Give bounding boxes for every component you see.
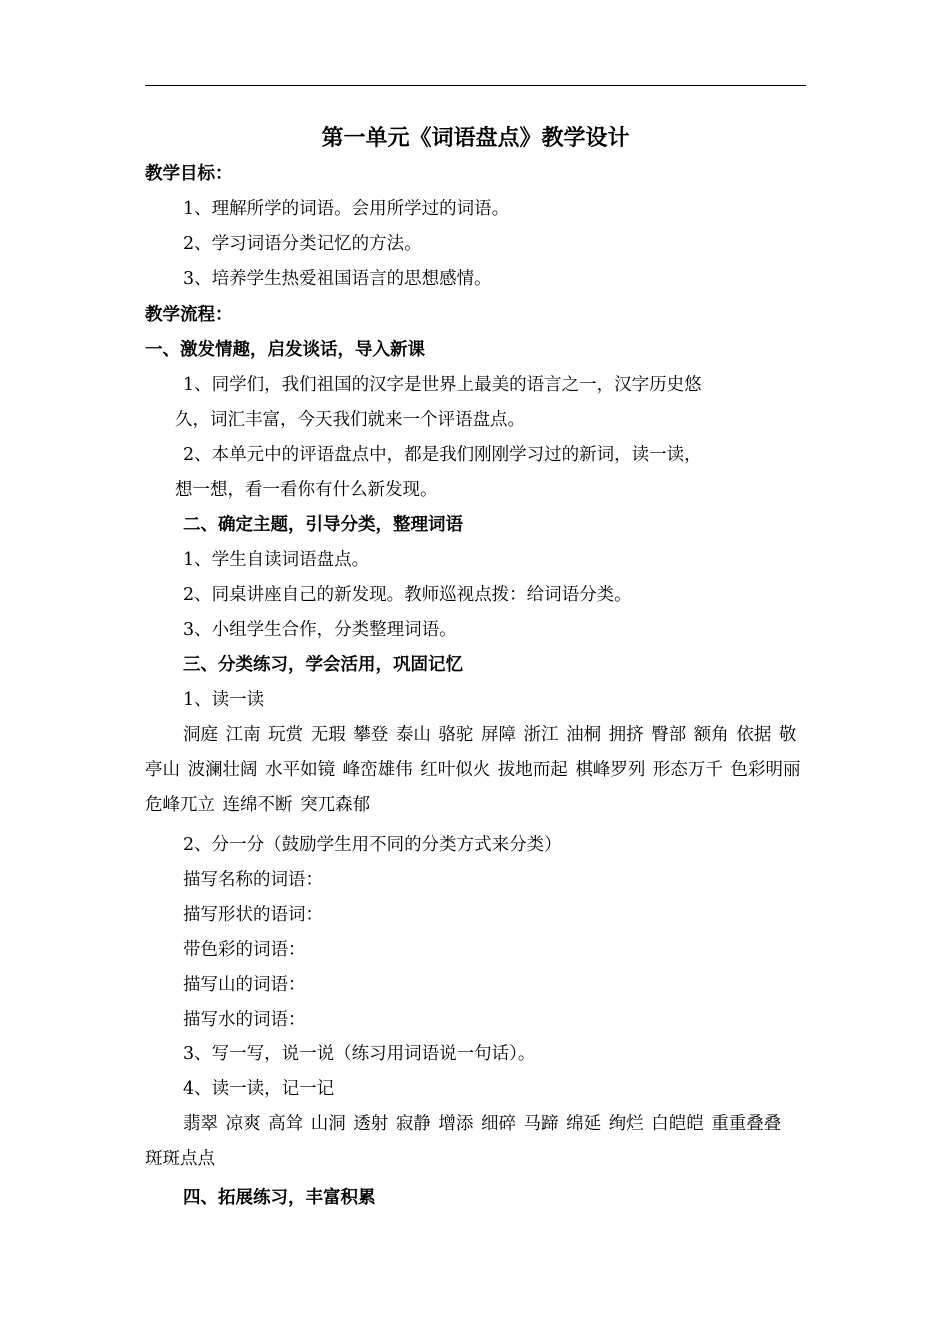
list-item: 3、写一写，说一说（练习用词语说一句话）。 [183,1044,536,1064]
goal-item: 3、培养学生热爱祖国语言的思想感情。 [183,269,492,289]
goal-item: 1、理解所学的词语。会用所学过的词语。 [183,199,510,219]
category-item: 描写名称的词语： [183,870,323,890]
goals-heading: 教学目标： [145,164,233,184]
paragraph-line: 2、本单元中的评语盘点中，都是我们刚刚学习过的新词，读一读， [183,445,702,465]
category-item: 描写水的词语： [183,1010,306,1030]
list-item: 3、小组学生合作，分类整理词语。 [183,620,457,640]
list-item: 2、分一分（鼓励学生用不同的分类方式来分类） [183,835,562,855]
section-heading: 四、拓展练习，丰富积累 [183,1188,376,1208]
category-item: 带色彩的词语： [183,940,306,960]
paragraph-line: 久，词汇丰富，今天我们就来一个评语盘点。 [175,410,525,430]
category-item: 描写山的词语： [183,975,306,995]
section-heading: 三、分类练习，学会活用，巩固记忆 [183,655,463,675]
list-item: 2、同桌讲座自己的新发现。教师巡视点拨：给词语分类。 [183,585,632,605]
paragraph-line: 想一想，看一看你有什么新发现。 [175,480,438,500]
goal-item: 2、学习词语分类记忆的方法。 [183,234,422,254]
header-rule [145,85,806,86]
section-heading: 二、确定主题，引导分类，整理词语 [183,515,463,535]
list-item: 1、读一读 [183,690,265,710]
process-heading: 教学流程： [145,305,233,325]
word-list: 洞庭 江南 玩赏 无瑕 攀登 泰山 骆驼 屏障 浙江 油桐 拥挤 臀部 额角 依据 敬亭山 波澜壮阔 水平如镜 峰峦雄伟 红叶似火 拔地而起 棋峰罗列 形态万千 色彩明丽 危峰兀立 连绵不断 突兀森郁 [145,725,801,815]
word-list: 翡翠 凉爽 高耸 山洞 透射 寂静 增添 细碎 马蹄 绵延 绚烂 白皑皑 重重叠叠 斑斑点点 [145,1114,782,1169]
category-item: 描写形状的语词： [183,905,323,925]
list-item: 4、读一读，记一记 [183,1079,335,1099]
paragraph-line: 1、同学们，我们祖国的汉字是世界上最美的语言之一，汉字历史悠 [183,375,702,395]
list-item: 1、学生自读词语盘点。 [183,550,370,570]
page-title: 第一单元《词语盘点》教学设计 [321,125,630,151]
section-heading: 一、激发情趣，启发谈话，导入新课 [145,340,425,360]
